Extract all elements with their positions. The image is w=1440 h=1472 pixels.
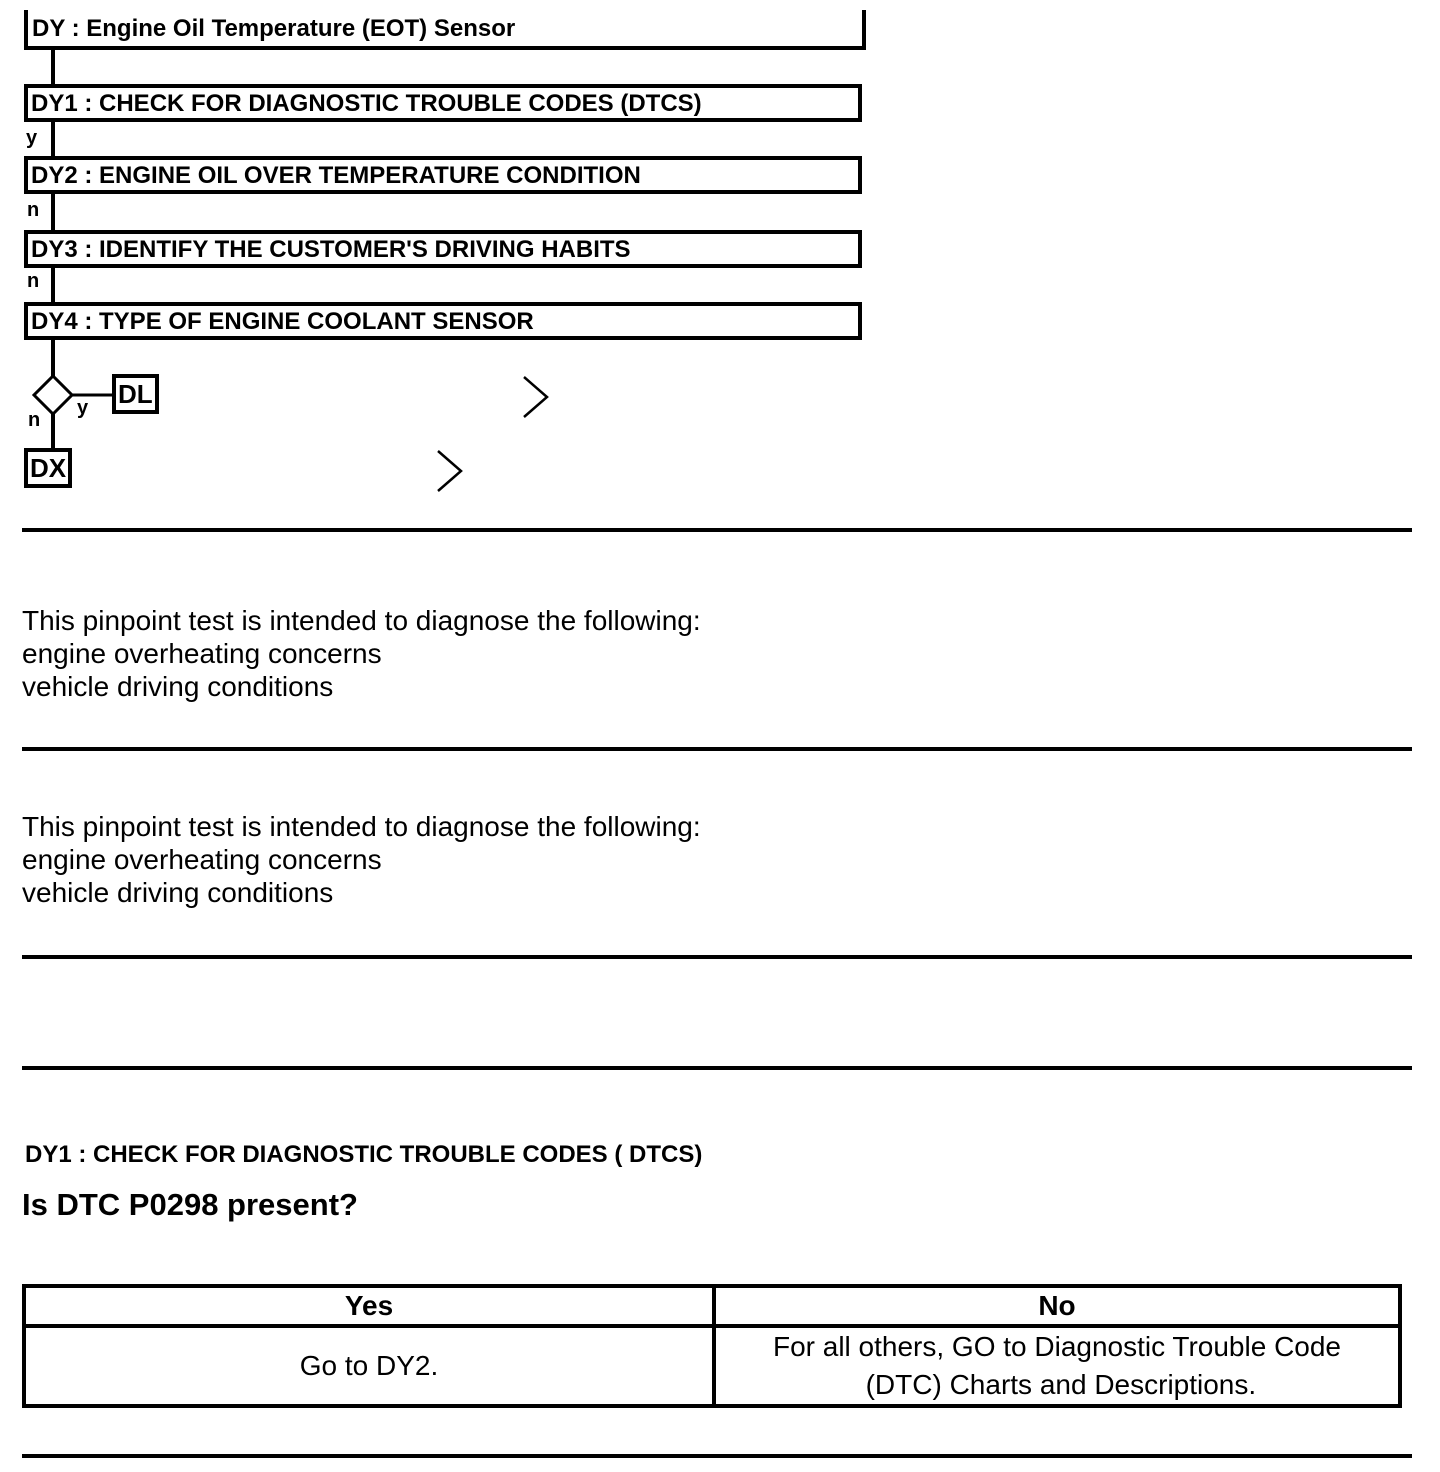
- description-line: This pinpoint test is intended to diagnose the following:: [22, 605, 701, 636]
- description-block: [22, 604, 701, 703]
- description-line: engine overheating concerns: [22, 844, 382, 875]
- header-no: No: [714, 1286, 1400, 1326]
- header-yes: Yes: [24, 1286, 714, 1326]
- description-block: [22, 810, 701, 909]
- flowchart-title-box: [24, 10, 866, 50]
- answer-table: [22, 1284, 1402, 1408]
- divider: [22, 955, 1412, 959]
- decision-no-label: n: [28, 409, 41, 431]
- flow-step-label: DY2 : ENGINE OIL OVER TEMPERATURE CONDITION: [31, 162, 641, 189]
- no-action-line: (DTC) Charts and Descriptions.: [857, 1369, 1257, 1400]
- flow-step-dy2[interactable]: [24, 156, 862, 194]
- description-line: vehicle driving conditions: [22, 877, 334, 908]
- connector-line: [51, 50, 55, 84]
- flow-step-label: DY4 : TYPE OF ENGINE COOLANT SENSOR: [31, 308, 534, 335]
- connector-line: [51, 268, 55, 302]
- description-line: vehicle driving conditions: [22, 671, 334, 702]
- no-action-line: For all others, GO to Diagnostic Trouble Code: [772, 1331, 1342, 1362]
- chevron-right-icon[interactable]: [434, 448, 468, 494]
- step-question: Is DTC P0298 present?: [22, 1187, 358, 1222]
- flow-step-dy1[interactable]: [24, 84, 862, 122]
- edge-label-no: n: [27, 199, 40, 221]
- divider: [22, 528, 1412, 532]
- flow-step-label: DY1 : CHECK FOR DIAGNOSTIC TROUBLE CODES (DTCS): [31, 90, 702, 117]
- flow-step-label: DY3 : IDENTIFY THE CUSTOMER'S DRIVING HABITS: [31, 236, 631, 263]
- flow-step-dy3[interactable]: [24, 230, 862, 268]
- divider: [22, 1454, 1412, 1458]
- table-row: [24, 1326, 1400, 1406]
- terminal-dl[interactable]: DL: [112, 374, 159, 414]
- description-line: This pinpoint test is intended to diagnose the following:: [22, 811, 701, 842]
- connector-line: [51, 194, 55, 230]
- connector-line: [51, 122, 55, 156]
- decision-yes-label: y: [77, 397, 89, 419]
- no-action[interactable]: [714, 1326, 1400, 1406]
- flow-step-dy4[interactable]: [24, 302, 862, 340]
- terminal-dx[interactable]: DX: [24, 448, 72, 488]
- step-detail-title: DY1 : CHECK FOR DIAGNOSTIC TROUBLE CODES ( DTCS): [25, 1141, 703, 1168]
- description-line: engine overheating concerns: [22, 638, 382, 669]
- table-header-row: [24, 1286, 1400, 1326]
- edge-label-yes: y: [26, 127, 38, 149]
- divider: [22, 1066, 1412, 1070]
- edge-label-no: n: [27, 270, 40, 292]
- divider: [22, 747, 1412, 751]
- yes-action-text: Go to DY2.: [299, 1350, 439, 1381]
- flowchart-title: DY : Engine Oil Temperature (EOT) Sensor: [32, 15, 516, 42]
- yes-action[interactable]: [24, 1326, 714, 1406]
- chevron-right-icon[interactable]: [520, 374, 554, 420]
